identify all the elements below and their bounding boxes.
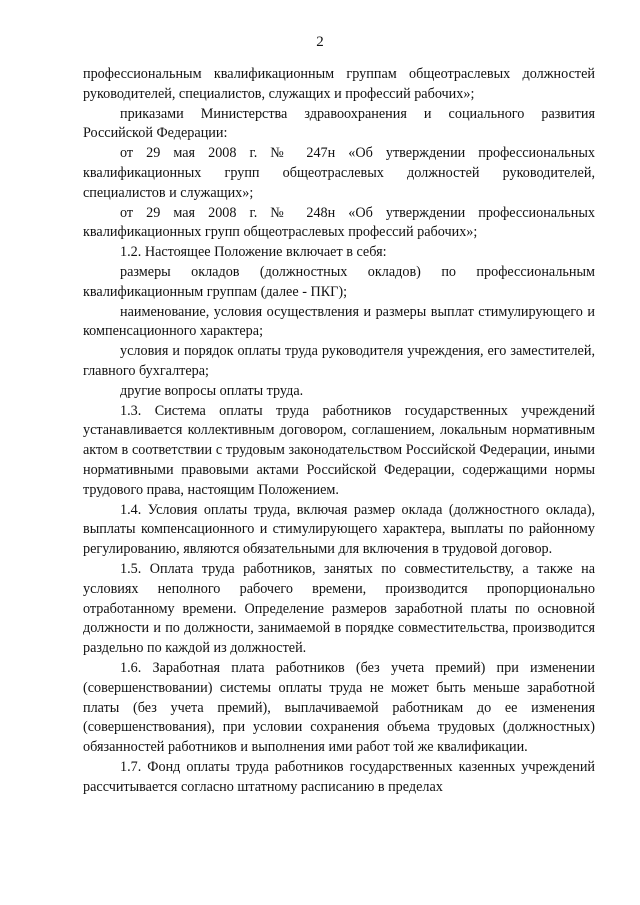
paragraph: размеры окладов (должностных окладов) по профессиональным квалификационным группам (далее - ПКГ);: [83, 263, 595, 300]
paragraph: от 29 мая 2008 г. № 248н «Об утверждении профессиональных квалификационных групп общеотраслевых профессий рабочих»;: [83, 204, 595, 241]
document-body: [83, 65, 595, 797]
section-1-4: 1.4. Условия оплаты труда, включая размер оклада (должностного оклада), выплаты компенсационного и стимулирующего характера, выплаты по районному регулированию, являются обязательными для включения в трудовой договор.: [83, 501, 595, 558]
paragraph: от 29 мая 2008 г. № 247н «Об утверждении профессиональных квалификационных групп общеотраслевых должностей руководителей, специалистов и служащих»;: [83, 145, 595, 201]
section-1-7: 1.7. Фонд оплаты труда работников государственных казенных учреждений рассчитывается согласно штатному расписанию в пределах: [83, 758, 595, 795]
paragraph: другие вопросы оплаты труда.: [120, 382, 304, 399]
paragraph: профессиональным квалификационным группам общеотраслевых должностей руководителей, специалистов, служащих и профессий рабочих»;: [83, 66, 595, 102]
paragraph: наименование, условия осуществления и размеры выплат стимулирующего и компенсационного характера;: [83, 303, 595, 340]
section-1-5: 1.5. Оплата труда работников, занятых по совместительству, а также на условиях неполного рабочего времени, производится пропорционально отработанному времени. Определение размеров заработной платы по основной должности и по должности, занимаемой в порядке совместительства, производится раздельно по каждой из должностей.: [83, 560, 595, 657]
section-1-3: 1.3. Система оплаты труда работников государственных учреждений устанавливается коллективным договором, соглашением, локальным нормативным актом в соответствии с трудовым законодательством Российской Федерации, иными нормативными правовыми актами Российской Федерации, содержащими нормы трудового права, настоящим Положением.: [83, 402, 595, 498]
paragraph: приказами Министерства здравоохранения и социального развития Российской Федерации:: [83, 105, 595, 142]
paragraph: условия и порядок оплаты труда руководителя учреждения, его заместителей, главного бухгалтера;: [83, 343, 595, 379]
page-number: 2: [316, 34, 324, 50]
section-1-6: 1.6. Заработная плата работников (без учета премий) при изменении (совершенствовании) системы оплаты труда не может быть меньше заработной платы (без учета премий), выплачиваемой работникам до ее изменения (совершенствования), при условии сохранения объема трудовых (должностных) обязанностей работников и выполнения ими работ той же квалификации.: [83, 659, 595, 756]
section-heading-1-2: 1.2. Настоящее Положение включает в себя:: [120, 244, 387, 261]
